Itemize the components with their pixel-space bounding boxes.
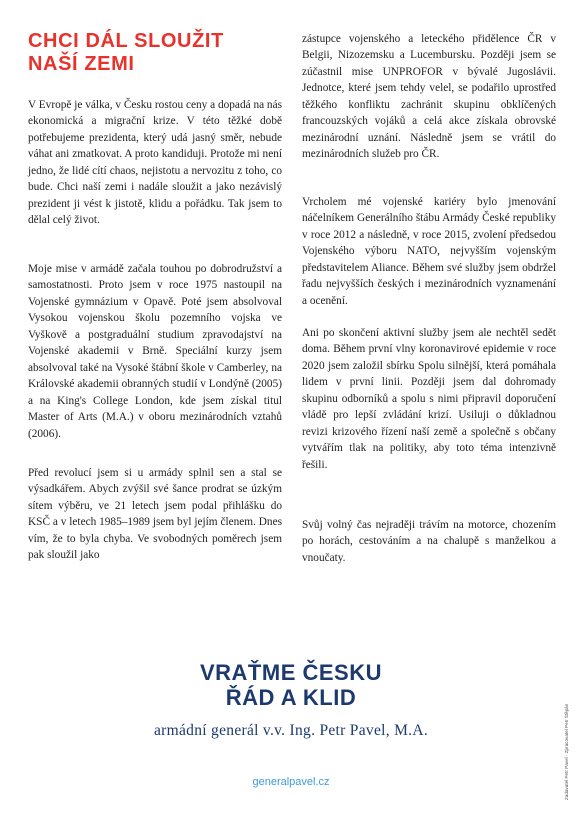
campaign-slogan [0,660,582,710]
right-paragraph-3: Ani po skončení aktivní služby jsem ale nechtěl sedět doma. Během první vlny koronavirové epidemie v roce 2020 jsem založil sbírku Spolu silnější, která pomáhala lidem v první linii. Později jsem dal dohromady skupinu odborníků a spolu s nimi připravil doporučení vládě pro lepší zvládání krizí. Usiluji o důkladnou revizi krizového řízení naší země a společně s občany vytvářím tlak na politiky, aby toto téma intenzivně řešili. [302,327,556,471]
left-paragraph-3: Před revolucí jsem si u armády splnil sen a stal se výsadkářem. Abych zvýšil své šance prodrat se úzkým sítem výběru, ve 21 letech jsem podal přihlášku do KSČ a v letech 1985–1989 jsem byl jejím členem. Dnes vím, že to byla chyba. Ve svobodných poměrech jsem pak sloužil jako [28,467,282,562]
left-paragraph-1: V Evropě je válka, v Česku rostou ceny a dopadá na nás ekonomická a migrační krize. V této těžké době potřebujeme prezidenta, který udá jasný směr, nebude váhat ani zmatkovat. A proto kandiduji. Protože mi není jedno, že lidé cítí chaos, nejistotu a nervozitu z toho, co bude. Chci naší zemi i nadále sloužit a jako nezávislý prezident ji vést k jistotě, klidu a pořádku. Tak jsem to dělal celý život. [28,99,282,227]
website-link[interactable]: generalpavel.cz [252,776,330,788]
imprint: Zadavatel Petr Pavel · Zpracovatel Petr Štěpán [564,703,569,800]
headline-line-2: NAŠÍ ZEMI [28,53,135,75]
slogan-line-2: ŘÁD A KLID [225,685,357,710]
headline [28,30,308,76]
left-paragraph-2: Moje mise v armádě začala touhou po dobrodružství a samostatnosti. Proto jsem v roce 1975 nastoupil na Vojenské gymnázium v Opavě. Poté jsem absolvoval Vysokou vojenskou školu pozemního vojska ve Vyškově a postgraduální studium zpravodajství na Vojenské akademii v Brně. Speciální kurzy jsem absolvoval také na Vysoké štábní škole v Camberley, na Královské akademii obranných studií v Londýně (2005) a na King's College London, kde jsem získal titul Master of Arts (M.A.) v oboru mezinárodních vztahů (2006). [28,263,282,440]
headline-line-1: CHCI DÁL SLOUŽIT [28,30,224,52]
slogan-line-1: VRAŤME ČESKU [199,660,382,685]
right-paragraph-1: zástupce vojenského a leteckého přidělence ČR v Belgii, Nizozemsku a Lucembursku. Později jsem se zúčastnil mise UNPROFOR v bývalé Jugoslávii. Jednotce, které jsem tehdy velel, se podařilo uprostřed těžkého konfliktu zachránit skupinu obklíčených francouzských vojáků a celá akce získala obrovské mezinárodní uznání. Následně jsem se vrátil do mezinárodních služeb pro ČR. [302,33,556,161]
right-paragraph-2: Vrcholem mé vojenské kariéry bylo jmenování náčelníkem Generálního štábu Armády České republiky v roce 2012 a následně, v roce 2015, zvolení předsedou Vojenského výboru NATO, nejvyšším vojenským představitelem Aliance. Během své služby jsem obdržel řadu nejvyšších českých i mezinárodních vyznamenání a ocenění. [302,196,556,307]
right-paragraph-4: Svůj volný čas nejraději trávím na motorce, chozením po horách, cestováním a na chalupě s manželkou a vnoučaty. [302,519,556,564]
signature: armádní generál v.v. Ing. Petr Pavel, M.A. [153,722,429,739]
